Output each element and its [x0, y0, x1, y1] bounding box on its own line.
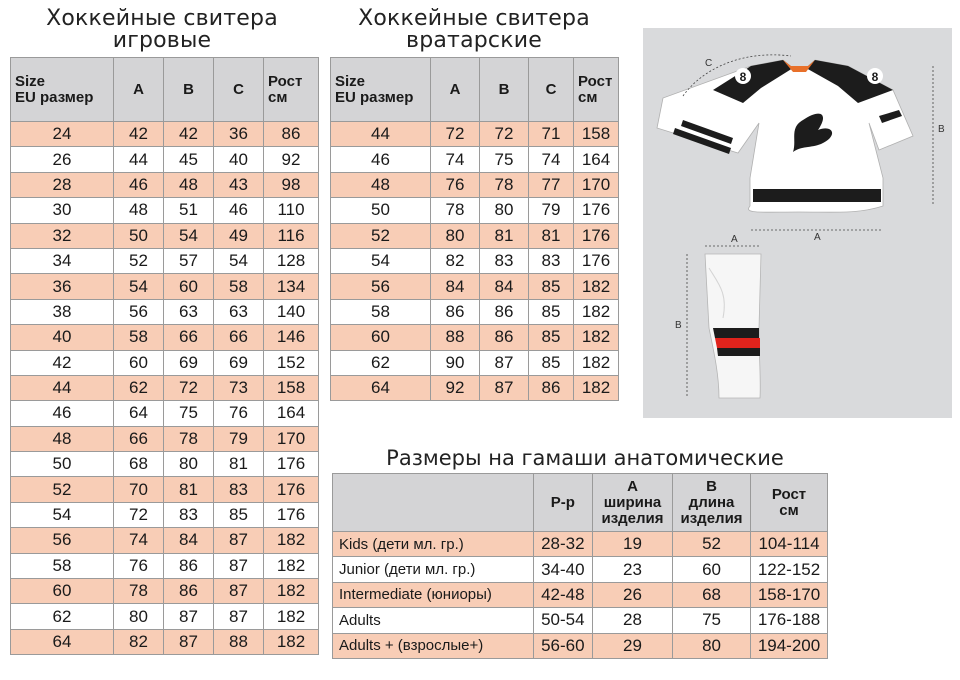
table-cell: 122-152 — [751, 557, 828, 582]
table-row — [11, 629, 319, 654]
table-cell: 80 — [114, 604, 164, 629]
table-row — [333, 633, 828, 658]
table-cell: 182 — [574, 375, 619, 400]
table-cell: 60 — [114, 350, 164, 375]
table-row — [11, 325, 319, 350]
table-row — [11, 147, 319, 172]
table-row — [331, 375, 619, 400]
table-cell: 51 — [164, 198, 214, 223]
table-cell: 83 — [164, 502, 214, 527]
table-cell: 77 — [529, 172, 574, 197]
table-cell: 78 — [431, 198, 480, 223]
table-cell: Junior (дети мл. гр.) — [333, 557, 534, 582]
table-cell: 69 — [164, 350, 214, 375]
table-row — [11, 248, 319, 273]
table-cell: 86 — [431, 299, 480, 324]
table-cell: 84 — [164, 528, 214, 553]
table-cell: 32 — [11, 223, 114, 248]
table-cell: 88 — [214, 629, 264, 654]
table-cell: 28-32 — [533, 532, 592, 557]
table-cell: 24 — [11, 122, 114, 147]
table-cell: 170 — [574, 172, 619, 197]
table-cell: 176-188 — [751, 608, 828, 633]
table-row — [11, 274, 319, 299]
table-cell: 64 — [114, 401, 164, 426]
table-cell: 75 — [673, 608, 751, 633]
table-cell: 56 — [114, 299, 164, 324]
table-cell: 58 — [114, 325, 164, 350]
size-header: Size EU размер — [11, 58, 114, 122]
table-cell: 85 — [214, 502, 264, 527]
table-cell: 87 — [480, 350, 529, 375]
table-cell: 36 — [214, 122, 264, 147]
table-cell: 71 — [529, 122, 574, 147]
table-cell: 34 — [11, 248, 114, 273]
table-cell: 23 — [592, 557, 672, 582]
sock-stripe-top — [713, 328, 759, 338]
table-cell: 79 — [529, 198, 574, 223]
table-cell: Adults + (взрослые+) — [333, 633, 534, 658]
table-row — [11, 375, 319, 400]
table-cell: 72 — [431, 122, 480, 147]
table-cell: 36 — [11, 274, 114, 299]
table-cell: 44 — [11, 375, 114, 400]
table-cell: 82 — [431, 248, 480, 273]
table-row — [333, 582, 828, 607]
table-cell: 75 — [164, 401, 214, 426]
table-row — [11, 579, 319, 604]
table-cell: 66 — [214, 325, 264, 350]
table-cell: 44 — [331, 122, 431, 147]
table-cell: 85 — [529, 350, 574, 375]
height-header: Рост см — [574, 58, 619, 122]
table-row — [331, 299, 619, 324]
table-cell: 86 — [164, 579, 214, 604]
table-cell: 87 — [480, 375, 529, 400]
table-cell: 48 — [11, 426, 114, 451]
table-cell: 74 — [529, 147, 574, 172]
table-row — [11, 350, 319, 375]
table-cell: 182 — [574, 299, 619, 324]
table-cell: 75 — [480, 147, 529, 172]
table-cell: 72 — [164, 375, 214, 400]
table-cell: 83 — [529, 248, 574, 273]
table-cell: 69 — [214, 350, 264, 375]
game-jerseys-title: Хоккейные свитера игровые — [46, 6, 278, 53]
table-row — [331, 248, 619, 273]
table-cell: 81 — [164, 477, 214, 502]
table-cell: 46 — [214, 198, 264, 223]
table-cell: 182 — [264, 553, 319, 578]
table-cell: 182 — [264, 528, 319, 553]
table-cell: 29 — [592, 633, 672, 658]
table-cell: 92 — [264, 147, 319, 172]
table-row — [11, 198, 319, 223]
table-cell: 164 — [264, 401, 319, 426]
table-cell: 62 — [11, 604, 114, 629]
measurement-diagram — [643, 28, 952, 418]
table-cell: 87 — [214, 553, 264, 578]
table-cell: 43 — [214, 172, 264, 197]
table-cell: 52 — [673, 532, 751, 557]
table-cell: 64 — [331, 375, 431, 400]
table-cell: 92 — [431, 375, 480, 400]
table-cell: 78 — [114, 579, 164, 604]
jersey-number-left: 8 — [739, 70, 747, 84]
table-cell: 78 — [164, 426, 214, 451]
table-cell: 182 — [264, 629, 319, 654]
table-cell: 48 — [114, 198, 164, 223]
table-cell: 116 — [264, 223, 319, 248]
table-cell: 182 — [574, 350, 619, 375]
table-cell: 40 — [11, 325, 114, 350]
table-cell: 42 — [164, 122, 214, 147]
table-cell: 38 — [11, 299, 114, 324]
table-cell: 62 — [114, 375, 164, 400]
jersey-number-right: 8 — [871, 70, 879, 84]
height-header: Рост см — [264, 58, 319, 122]
table-cell: 80 — [164, 452, 214, 477]
table-cell: 84 — [431, 274, 480, 299]
table-cell: 87 — [214, 579, 264, 604]
table-cell: 87 — [214, 528, 264, 553]
table-cell: 81 — [214, 452, 264, 477]
jersey-hem-stripe — [753, 189, 881, 202]
table-cell: 85 — [529, 325, 574, 350]
table-cell: 54 — [331, 248, 431, 273]
height-header: Рост см — [751, 474, 828, 532]
size-header: Р-р — [533, 474, 592, 532]
table-cell: 63 — [214, 299, 264, 324]
table-cell: 62 — [331, 350, 431, 375]
table-row — [11, 401, 319, 426]
table-cell: 86 — [480, 325, 529, 350]
table-cell: 60 — [331, 325, 431, 350]
table-cell: 176 — [264, 502, 319, 527]
table-row — [11, 604, 319, 629]
table-cell: 52 — [331, 223, 431, 248]
table-cell: 158-170 — [751, 582, 828, 607]
b-header: B — [480, 58, 529, 122]
dim-a-label: A — [814, 232, 821, 243]
table-row — [333, 557, 828, 582]
table-cell: 86 — [529, 375, 574, 400]
table-cell: 90 — [431, 350, 480, 375]
table-row — [11, 426, 319, 451]
c-header: C — [214, 58, 264, 122]
table-cell: 72 — [480, 122, 529, 147]
a-header: A — [114, 58, 164, 122]
game-jerseys-table — [10, 57, 319, 655]
table-row — [331, 172, 619, 197]
table-cell: 74 — [431, 147, 480, 172]
table-cell: 146 — [264, 325, 319, 350]
table-cell: 42 — [114, 122, 164, 147]
table-cell: 58 — [331, 299, 431, 324]
table-cell: 28 — [592, 608, 672, 633]
table-cell: 80 — [673, 633, 751, 658]
socks-title: Размеры на гамаши анатомические — [386, 446, 784, 470]
table-cell: 176 — [574, 223, 619, 248]
table-cell: 40 — [214, 147, 264, 172]
table-row — [11, 528, 319, 553]
table-cell: 176 — [264, 452, 319, 477]
table-cell: 63 — [164, 299, 214, 324]
table-cell: 26 — [592, 582, 672, 607]
table-cell: 88 — [431, 325, 480, 350]
table-cell: 28 — [11, 172, 114, 197]
table-cell: 60 — [673, 557, 751, 582]
table-cell: 54 — [164, 223, 214, 248]
size-header: Size EU размер — [331, 58, 431, 122]
table-row — [11, 502, 319, 527]
table-cell: 52 — [11, 477, 114, 502]
table-cell: 60 — [11, 579, 114, 604]
table-row — [331, 223, 619, 248]
table-cell: 110 — [264, 198, 319, 223]
table-row — [331, 350, 619, 375]
b-header: B — [164, 58, 214, 122]
table-cell: 182 — [264, 579, 319, 604]
table-row — [11, 452, 319, 477]
table-cell: 50 — [331, 198, 431, 223]
table-cell: 58 — [11, 553, 114, 578]
table-cell: 87 — [214, 604, 264, 629]
table-cell: 104-114 — [751, 532, 828, 557]
table-cell: 26 — [11, 147, 114, 172]
table-cell: 86 — [480, 299, 529, 324]
table-cell: 68 — [114, 452, 164, 477]
table-cell: 54 — [11, 502, 114, 527]
table-row — [11, 172, 319, 197]
table-row — [11, 477, 319, 502]
table-cell: 182 — [264, 604, 319, 629]
dim-c-label: C — [705, 58, 713, 69]
table-cell: 83 — [480, 248, 529, 273]
a-header: A ширина изделия — [592, 474, 672, 532]
table-row — [11, 122, 319, 147]
sock-dim-b-label: B — [675, 320, 682, 331]
table-cell: 68 — [673, 582, 751, 607]
dim-b-label: B — [938, 124, 945, 135]
table-cell: 46 — [331, 147, 431, 172]
table-row — [331, 122, 619, 147]
jersey-illustration — [657, 60, 913, 212]
goalie-jerseys-table — [330, 57, 619, 401]
table-row — [11, 553, 319, 578]
goalie-jerseys-title: Хоккейные свитера вратарские — [358, 6, 590, 53]
table-row — [331, 274, 619, 299]
table-row — [11, 299, 319, 324]
table-cell: 176 — [264, 477, 319, 502]
table-cell: 66 — [164, 325, 214, 350]
table-cell: 76 — [214, 401, 264, 426]
table-cell: 82 — [114, 629, 164, 654]
table-cell: 49 — [214, 223, 264, 248]
table-header-row — [11, 58, 319, 122]
table-cell: 64 — [11, 629, 114, 654]
table-cell: 128 — [264, 248, 319, 273]
table-cell: 50 — [11, 452, 114, 477]
table-cell: 158 — [264, 375, 319, 400]
sock-illustration — [705, 254, 761, 398]
table-cell: 54 — [214, 248, 264, 273]
a-header: A — [431, 58, 480, 122]
table-cell: 52 — [114, 248, 164, 273]
table-cell: 170 — [264, 426, 319, 451]
table-cell: 48 — [164, 172, 214, 197]
table-cell: 152 — [264, 350, 319, 375]
table-cell: 56 — [11, 528, 114, 553]
table-cell: 182 — [574, 274, 619, 299]
table-cell: 81 — [480, 223, 529, 248]
table-cell: 42 — [11, 350, 114, 375]
table-cell: 60 — [164, 274, 214, 299]
table-cell: 44 — [114, 147, 164, 172]
table-cell: 81 — [529, 223, 574, 248]
table-row — [331, 198, 619, 223]
table-cell: 48 — [331, 172, 431, 197]
table-cell: 85 — [529, 299, 574, 324]
table-cell: 34-40 — [533, 557, 592, 582]
table-cell: 158 — [574, 122, 619, 147]
table-cell: 194-200 — [751, 633, 828, 658]
table-cell: 76 — [114, 553, 164, 578]
table-cell: 50 — [114, 223, 164, 248]
table-cell: 76 — [431, 172, 480, 197]
name-header — [333, 474, 534, 532]
table-cell: 73 — [214, 375, 264, 400]
table-row — [11, 223, 319, 248]
table-cell: 30 — [11, 198, 114, 223]
table-row — [333, 532, 828, 557]
table-cell: 70 — [114, 477, 164, 502]
table-cell: 56 — [331, 274, 431, 299]
table-cell: Adults — [333, 608, 534, 633]
table-cell: 56-60 — [533, 633, 592, 658]
c-header: C — [529, 58, 574, 122]
table-cell: 58 — [214, 274, 264, 299]
table-cell: 19 — [592, 532, 672, 557]
socks-table — [332, 473, 828, 659]
table-cell: 45 — [164, 147, 214, 172]
table-cell: 176 — [574, 248, 619, 273]
table-cell: 164 — [574, 147, 619, 172]
table-cell: 46 — [11, 401, 114, 426]
sock-stripe-bottom — [717, 348, 760, 356]
table-cell: 50-54 — [533, 608, 592, 633]
sock-dim-a-label: A — [731, 234, 738, 245]
table-cell: 83 — [214, 477, 264, 502]
table-cell: 57 — [164, 248, 214, 273]
table-cell: Intermediate (юниоры) — [333, 582, 534, 607]
table-row — [331, 147, 619, 172]
table-cell: 54 — [114, 274, 164, 299]
table-cell: 66 — [114, 426, 164, 451]
table-cell: 80 — [431, 223, 480, 248]
table-cell: 140 — [264, 299, 319, 324]
table-cell: 85 — [529, 274, 574, 299]
table-cell: 87 — [164, 604, 214, 629]
table-cell: 80 — [480, 198, 529, 223]
table-cell: 42-48 — [533, 582, 592, 607]
diagram-svg — [643, 28, 952, 418]
table-cell: 79 — [214, 426, 264, 451]
table-cell: Kids (дети мл. гр.) — [333, 532, 534, 557]
table-row — [333, 608, 828, 633]
table-cell: 87 — [164, 629, 214, 654]
table-cell: 72 — [114, 502, 164, 527]
table-row — [331, 325, 619, 350]
table-cell: 176 — [574, 198, 619, 223]
table-cell: 86 — [164, 553, 214, 578]
table-cell: 78 — [480, 172, 529, 197]
table-cell: 74 — [114, 528, 164, 553]
table-cell: 46 — [114, 172, 164, 197]
table-header-row — [333, 474, 828, 532]
table-header-row — [331, 58, 619, 122]
table-cell: 86 — [264, 122, 319, 147]
table-cell: 84 — [480, 274, 529, 299]
sock-stripe-red — [715, 338, 760, 348]
b-header: B длина изделия — [673, 474, 751, 532]
table-cell: 134 — [264, 274, 319, 299]
table-cell: 98 — [264, 172, 319, 197]
table-cell: 182 — [574, 325, 619, 350]
